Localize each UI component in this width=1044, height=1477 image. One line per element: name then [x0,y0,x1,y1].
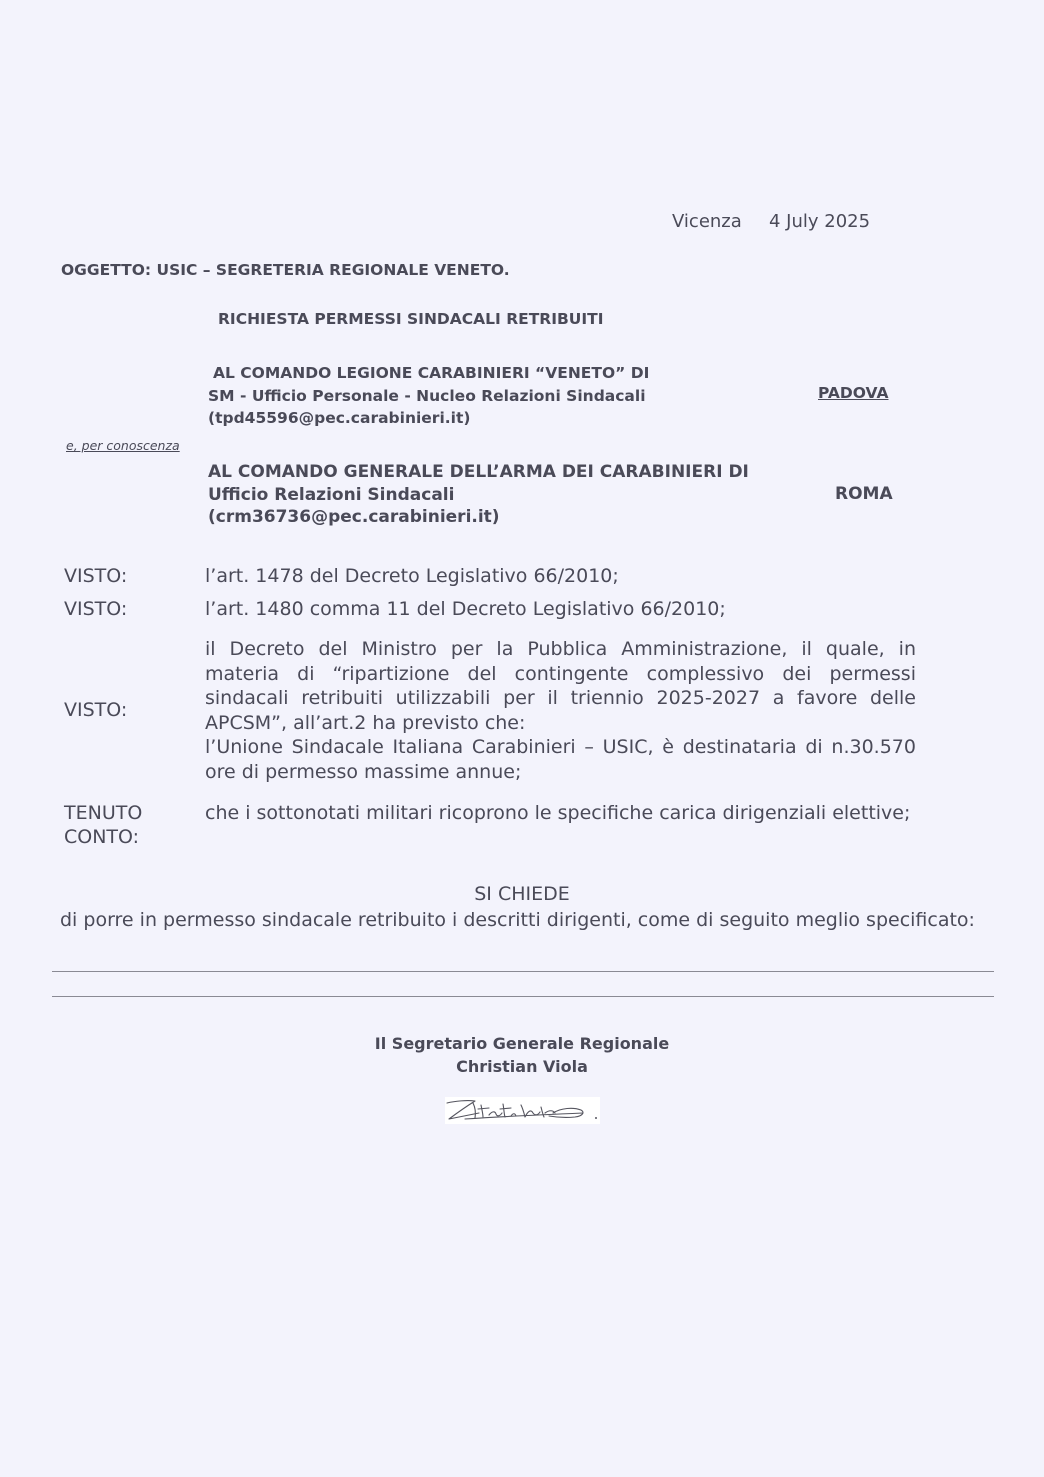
premise-label-line1: TENUTO [64,802,143,824]
premise-text-continuation: l’Unione Sindacale Italiana Carabinieri – USIC, è destinataria di n.30.570 ore di permesso massime annue; [205,736,916,783]
subject-detail: RICHIESTA PERMESSI SINDACALI RETRIBUITI [218,310,604,328]
request-text: di porre in permesso sindacale retribuito i descritti dirigenti, come di seguito meglio specificato: [60,909,975,931]
cc-recipient [208,461,749,529]
signatory-title: Il Segretario Generale Regionale [374,1034,670,1053]
premise-text: il Decreto del Ministro per la Pubblica Amministrazione, il quale, in materia di “ripartizione del contingente complessivo dei permessi sindacali retribuiti utilizzabili per il triennio 2025-2027 a favore delle APCSM”, all’art.2 ha previsto che: [205,638,916,734]
premise-label: VISTO: [64,598,128,620]
cc-recipient-city: ROMA [835,484,893,504]
primary-recipient [208,362,649,430]
premise-label-line2: CONTO: [64,826,140,848]
divider [52,996,994,997]
date-value: 4 July 2025 [769,211,871,232]
signature-block [0,1033,1044,1078]
cc-recipient-line2: Ufficio Relazioni Sindacali [208,484,455,505]
premise-text: che i sottonotati militari ricoprono le specifiche carica dirigenziali elettive; [205,802,911,824]
premise-label [64,801,142,849]
subject-line: OGGETTO: USIC – SEGRETERIA REGIONALE VENETO. [61,261,510,279]
primary-recipient-line1: AL COMANDO LEGIONE CARABINIERI “VENETO” DI [213,364,650,382]
premise-text: l’art. 1478 del Decreto Legislativo 66/2010; [205,565,619,587]
primary-recipient-line2: SM - Ufficio Personale - Nucleo Relazioni Sindacali [208,386,646,405]
premise-text: l’art. 1480 comma 11 del Decreto Legislativo 66/2010; [205,598,726,620]
primary-recipient-city: PADOVA [818,384,889,402]
premise-label: VISTO: [64,699,128,721]
premise-label: VISTO: [64,565,128,587]
date-place: Vicenza [672,211,742,232]
premise-text-block [205,637,916,784]
primary-recipient-email: (tpd45596@pec.carabinieri.it) [208,409,471,427]
divider [52,971,994,972]
cc-recipient-email: (crm36736@pec.carabinieri.it) [208,507,500,527]
handwritten-signature [445,1097,600,1124]
signatory-name: Christian Viola [456,1056,588,1076]
cc-recipient-line1: AL COMANDO GENERALE DELL’ARMA DEI CARABINIERI DI [208,462,749,482]
request-heading: SI CHIEDE [474,883,570,905]
cc-label: e, per conoscenza [66,438,180,453]
